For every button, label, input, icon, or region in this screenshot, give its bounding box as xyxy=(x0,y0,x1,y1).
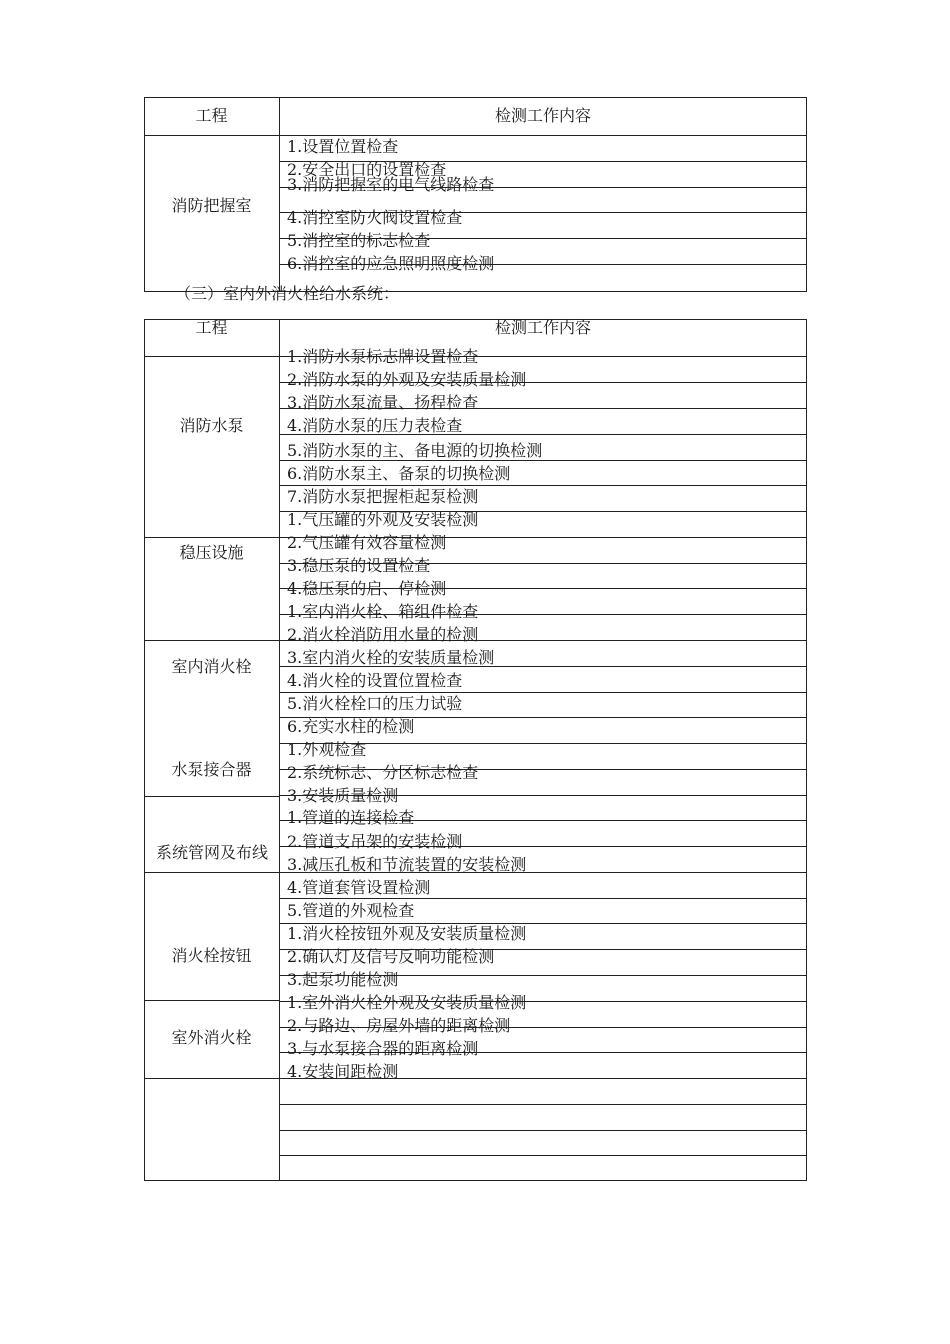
project-label: 系统管网及布线 xyxy=(155,843,268,862)
table-1-item: 3.消防把握室的电气线路检查 xyxy=(287,175,495,194)
table-2-row-line xyxy=(279,1155,807,1156)
table-2-item: 3.减压孔板和节流装置的安装检测 xyxy=(287,855,527,874)
table-2-item: 5.管道的外观检查 xyxy=(287,901,415,920)
table-2-group-divider xyxy=(144,796,279,797)
table-2-group-divider xyxy=(144,537,279,538)
table-1-header-divider xyxy=(144,135,807,136)
table-2-item: 1.消火栓按钮外观及安装质量检测 xyxy=(287,924,527,943)
table-2-item: 5.消火栓栓口的压力试验 xyxy=(287,694,463,713)
table-2-item: 3.安装质量检测 xyxy=(287,786,399,805)
table-2-item: 6.充实水柱的检测 xyxy=(287,717,415,736)
project-label: 室外消火栓 xyxy=(171,1028,252,1047)
table-2-item: 4.安装间距检测 xyxy=(287,1062,399,1081)
table-2-item: 2.管道支吊架的安装检测 xyxy=(287,832,463,851)
table-2-item: 4.稳压泵的启、停检测 xyxy=(287,579,447,598)
table-2-row-line xyxy=(279,898,807,899)
table-1-header-project: 工程 xyxy=(195,106,228,125)
table-1-item: 1.设置位置检查 xyxy=(287,137,399,156)
table-2-header-content: 检测工作内容 xyxy=(494,318,591,337)
table-2-item: 3.起泵功能检测 xyxy=(287,970,399,989)
table-2-item: 1.消防水泵标志牌设置检查 xyxy=(287,347,479,366)
table-2-header-project: 工程 xyxy=(195,318,228,337)
table-1-header-content: 检测工作内容 xyxy=(494,106,591,125)
table-2-item: 2.气压罐有效容量检测 xyxy=(287,533,447,552)
table-1-column-divider xyxy=(279,97,280,292)
table-2-item: 1.管道的连接检查 xyxy=(287,808,415,827)
table-2-item: 4.消防水泵的压力表检查 xyxy=(287,416,463,435)
table-2-item: 6.消防水泵主、备泵的切换检测 xyxy=(287,464,511,483)
table-2-group-divider xyxy=(144,872,279,873)
table-2-item: 2.与路边、房屋外墙的距离检测 xyxy=(287,1016,511,1035)
table-1-project-cell: 消防把握室 xyxy=(171,196,252,215)
table-1-item: 5.消控室的标志检查 xyxy=(287,231,431,250)
project-label: 水泵接合器 xyxy=(171,760,252,779)
table-2-item: 1.外观检查 xyxy=(287,740,367,759)
table-2-item: 3.稳压泵的设置检查 xyxy=(287,556,431,575)
table-2-item: 2.系统标志、分区标志检查 xyxy=(287,763,479,782)
table-2-group-divider xyxy=(144,1000,279,1001)
table-2-item: 7.消防水泵把握柜起泵检测 xyxy=(287,487,479,506)
table-2-item: 3.室内消火栓的安装质量检测 xyxy=(287,648,495,667)
project-label: 消防水泵 xyxy=(179,416,244,435)
table-2-item: 4.消火栓的设置位置检查 xyxy=(287,671,463,690)
table-1-item: 4.消控室防火阀设置检查 xyxy=(287,208,463,227)
table-2-item: 1.气压罐的外观及安装检测 xyxy=(287,510,479,529)
project-label: 室内消火栓 xyxy=(171,657,252,676)
table-2-group-divider xyxy=(144,1078,279,1079)
section-title: （三）室内外消火栓给水系统： xyxy=(175,284,400,303)
table-2-row-line xyxy=(279,692,807,693)
project-label: 稳压设施 xyxy=(179,543,244,562)
table-2-item: 3.与水泵接合器的距离检测 xyxy=(287,1039,479,1058)
table-2-item: 4.管道套管设置检测 xyxy=(287,878,431,897)
table-2-row-line xyxy=(279,1104,807,1105)
table-1-item: 2.安全出口的设置检查 xyxy=(287,160,447,179)
table-2-item: 1.室内消火栓、箱组件检查 xyxy=(287,602,479,621)
table-2-item: 5.消防水泵的主、备电源的切换检测 xyxy=(287,441,543,460)
table-2-item: 1.室外消火栓外观及安装质量检测 xyxy=(287,993,527,1012)
table-2-group-divider xyxy=(144,640,279,641)
table-1-item: 6.消控室的应急照明照度检测 xyxy=(287,254,495,273)
table-2-item: 2.消防水泵的外观及安装质量检测 xyxy=(287,370,527,389)
table-2-row-line xyxy=(279,485,807,486)
table-2-item: 2.确认灯及信号反响功能检测 xyxy=(287,947,495,966)
project-label: 消火栓按钮 xyxy=(171,946,252,965)
table-2-row-line xyxy=(279,1130,807,1131)
table-2-item: 3.消防水泵流量、扬程检查 xyxy=(287,393,479,412)
table-2-item: 2.消火栓消防用水量的检测 xyxy=(287,625,479,644)
